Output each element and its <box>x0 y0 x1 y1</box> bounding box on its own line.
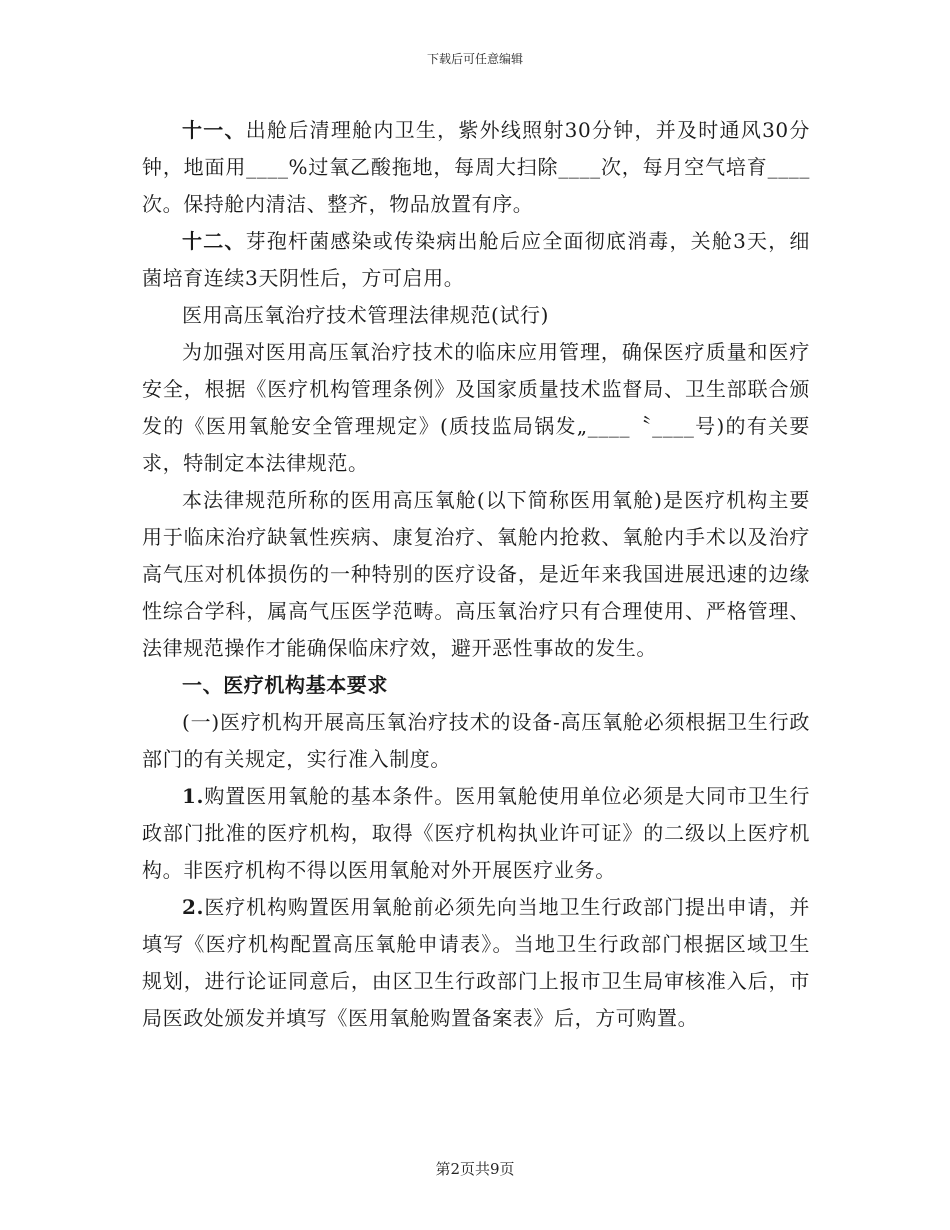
section-title: 医用高压氧治疗技术管理法律规范(试行) <box>182 303 550 327</box>
page-footer: 第2页共9页 <box>435 1160 515 1178</box>
item-number-1: 1. <box>182 784 205 808</box>
paragraph-item-2-text: 医疗机构购置医用氧舱前必须先向当地卫生行政部门提出申请，并填写《医疗机构配置高压氧舱申请表》。当地卫生行政部门根据区域卫生规划，进行论证同意后，由区卫生行政部门上报市卫生局审核准入后，市局医政处颁发并填写《医用氧舱购置备案表》后，方可购置。 <box>142 895 810 1030</box>
page-header: 下载后可任意编辑 <box>426 52 523 66</box>
paragraph-11-text: 出舱后清理舱内卫生，紫外线照射30分钟，并及时通风30分钟，地面用____%过氧乙酸拖地，每周大扫除____次，每月空气培育____次。保持舱内清洁、整齐，物品放置有序。 <box>142 118 810 216</box>
paragraph-12 <box>142 223 810 297</box>
item-number-2: 2. <box>182 895 205 919</box>
document-body <box>142 112 810 1037</box>
paragraph-intro: 为加强对医用高压氧治疗技术的临床应用管理，确保医疗质量和医疗安全，根据《医疗机构管理条例》及国家质量技术监督局、卫生部联合颁发的《医用氧舱安全管理规定》(质技监局锅发„____〝____号)的有关要求，特制定本法律规范。 <box>142 340 810 475</box>
paragraph-item-1 <box>142 778 810 889</box>
heading-basic-requirements: 一、医疗机构基本要求 <box>182 673 388 697</box>
paragraph-subsection-1: (一)医疗机构开展高压氧治疗技术的设备-高压氧舱必须根据卫生行政部门的有关规定，实行准入制度。 <box>142 710 810 771</box>
item-number-11: 十一、 <box>182 118 246 142</box>
paragraph-definition: 本法律规范所称的医用高压氧舱(以下简称医用氧舱)是医疗机构主要用于临床治疗缺氧性疾病、康复治疗、氧舱内抢救、氧舱内手术以及治疗高气压对机体损伤的一种特别的医疗设备，是近年来我国进展迅速的边缘性综合学科，属高气压医学范畴。高压氧治疗只有合理使用、严格管理、法律规范操作才能确保临床疗效，避开恶性事故的发生。 <box>142 488 810 660</box>
paragraph-item-1-text: 购置医用氧舱的基本条件。医用氧舱使用单位必须是大同市卫生行政部门批准的医疗机构，取得《医疗机构执业许可证》的二级以上医疗机构。非医疗机构不得以医用氧舱对外开展医疗业务。 <box>142 784 810 882</box>
item-number-12: 十二、 <box>182 229 246 253</box>
paragraph-item-2 <box>142 889 810 1037</box>
paragraph-12-text: 芽孢杆菌感染或传染病出舱后应全面彻底消毒，关舱3天，细菌培育连续3天阴性后，方可启用。 <box>142 229 810 290</box>
paragraph-11 <box>142 112 810 223</box>
